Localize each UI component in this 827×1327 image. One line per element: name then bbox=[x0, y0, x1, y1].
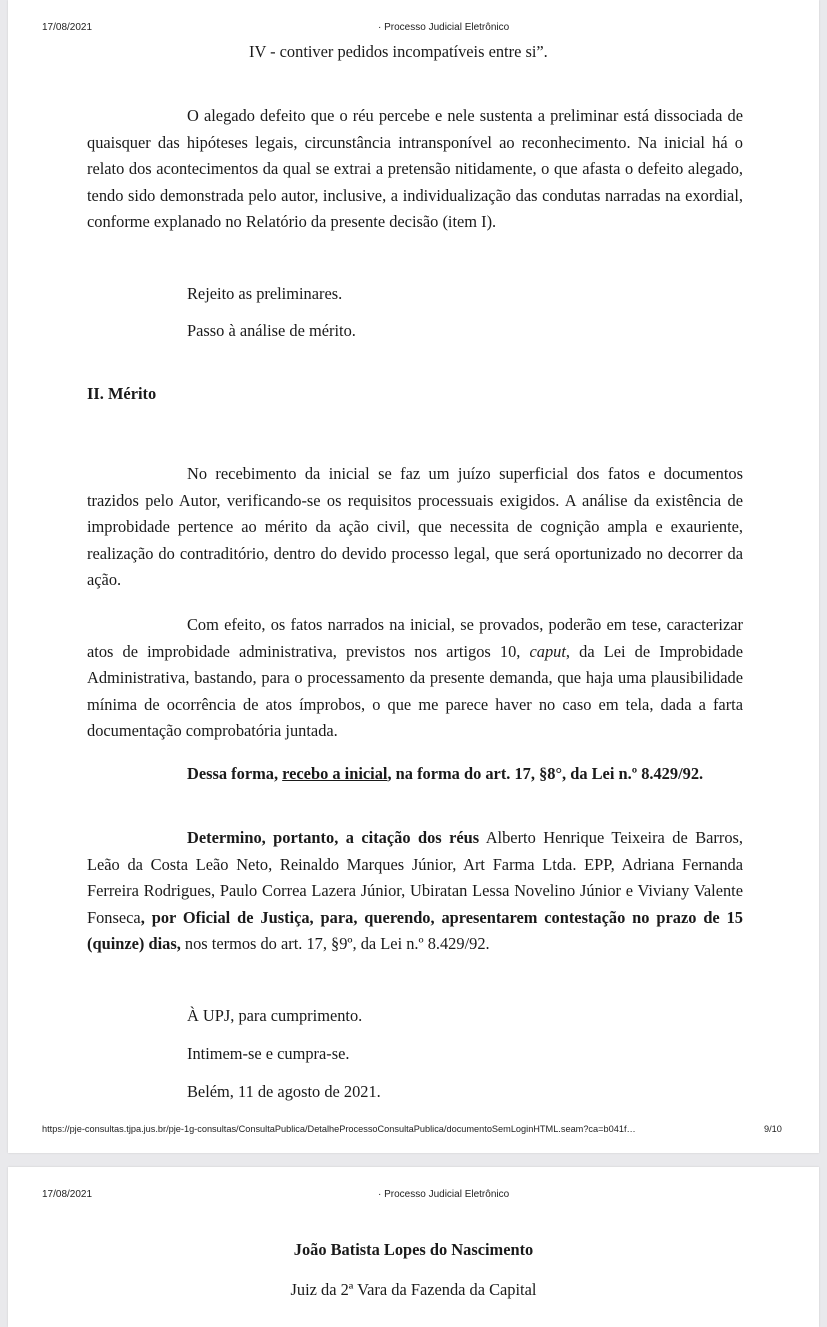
document-page-9 bbox=[8, 0, 819, 1153]
signer-name: João Batista Lopes do Nascimento bbox=[293, 1240, 534, 1259]
upj-line: À UPJ, para cumprimento. bbox=[187, 1006, 363, 1025]
paragraph-citacao: Determino, portanto, a citação dos réus Alberto Henrique Teixeira de Barros, Leão da Costa Leão Neto, Reinaldo Marques Júnior, Art Farma Ltda. EPP, Adriana Fernanda Ferreira Rodrigues, Paulo Correa Lazera Júnior, Ubiratan Lessa Novelino Júnior e Viviany Valente Fonseca, por Oficial de Justiça, para, querendo, apresentarem contestação no prazo de 15 (quinze) dias, nos termos do art. 17, §9º, da Lei n.º 8.429/92. bbox=[87, 828, 743, 954]
caput-term: caput bbox=[529, 641, 566, 661]
recebo-a-inicial: recebo a inicial bbox=[282, 764, 388, 783]
place-date-line: Belém, 11 de agosto de 2021. bbox=[187, 1082, 381, 1101]
page-header-title: · Processo Judicial Eletrônico bbox=[378, 1189, 510, 1200]
section-heading-merito: II. Mérito bbox=[87, 384, 157, 403]
paragraph-preliminar: O alegado defeito que o réu percebe e nele sustenta a preliminar está dissociada de quaisquer das hipóteses legais, circunstância intransponível ao reconhecimento. Na inicial há o relato dos acontecimentos da qual se extrai a pretensão nitidamente, o que afasta o defeito alegado, tendo sido demonstrada pelo autor, inclusive, a individualização das condutas narradas na exordial, conforme explanado no Relatório da presente decisão (item I). bbox=[87, 106, 743, 232]
page-header-title: · Processo Judicial Eletrônico bbox=[378, 22, 510, 33]
quoted-legal-item: IV - contiver pedidos incompatíveis entre si”. bbox=[249, 42, 548, 61]
document-page-10 bbox=[8, 1167, 819, 1327]
footer-url: https://pje-consultas.tjpa.jus.br/pje-1g-consultas/ConsultaPublica/DetalheProcessoConsultaPublica/documentoSemLoginHTML.seam?ca=b041f… bbox=[42, 1124, 636, 1134]
page-header-date: 17/08/2021 bbox=[42, 1189, 93, 1200]
rejeito-line: Rejeito as preliminares. bbox=[187, 284, 343, 303]
paragraph-recebo-inicial: Dessa forma, recebo a inicial, na forma do art. 17, §8°, da Lei n.º 8.429/92. bbox=[187, 764, 704, 783]
intimem-line: Intimem-se e cumpra-se. bbox=[187, 1044, 350, 1063]
passo-line: Passo à análise de mérito. bbox=[187, 321, 356, 340]
paragraph-com-efeito: Com efeito, os fatos narrados na inicial, se provados, poderão em tese, caracterizar atos de improbidade administrativa, previstos nos artigos 10, caput, da Lei de Improbidade Administrativa, bastando, para o processamento da presente demanda, que haja uma plausibilidade mínima de ocorrência de atos ímprobos, o que me parece haver no caso em tela, dada a farta documentação comprobatória juntada. bbox=[87, 615, 743, 741]
footer-page-number: 9/10 bbox=[764, 1124, 782, 1134]
signer-role: Juiz da 2ª Vara da Fazenda da Capital bbox=[290, 1280, 537, 1299]
paragraph-recebimento: No recebimento da inicial se faz um juízo superficial dos fatos e documentos trazidos pelo Autor, verificando-se os requisitos processuais exigidos. A análise da existência de improbidade pertence ao mérito da ação civil, que necessita de cognição ampla e exauriente, realização do contraditório, dentro do devido processo legal, que será oportunizado no decorrer da ação. bbox=[87, 464, 743, 590]
page-header-date: 17/08/2021 bbox=[42, 22, 93, 33]
